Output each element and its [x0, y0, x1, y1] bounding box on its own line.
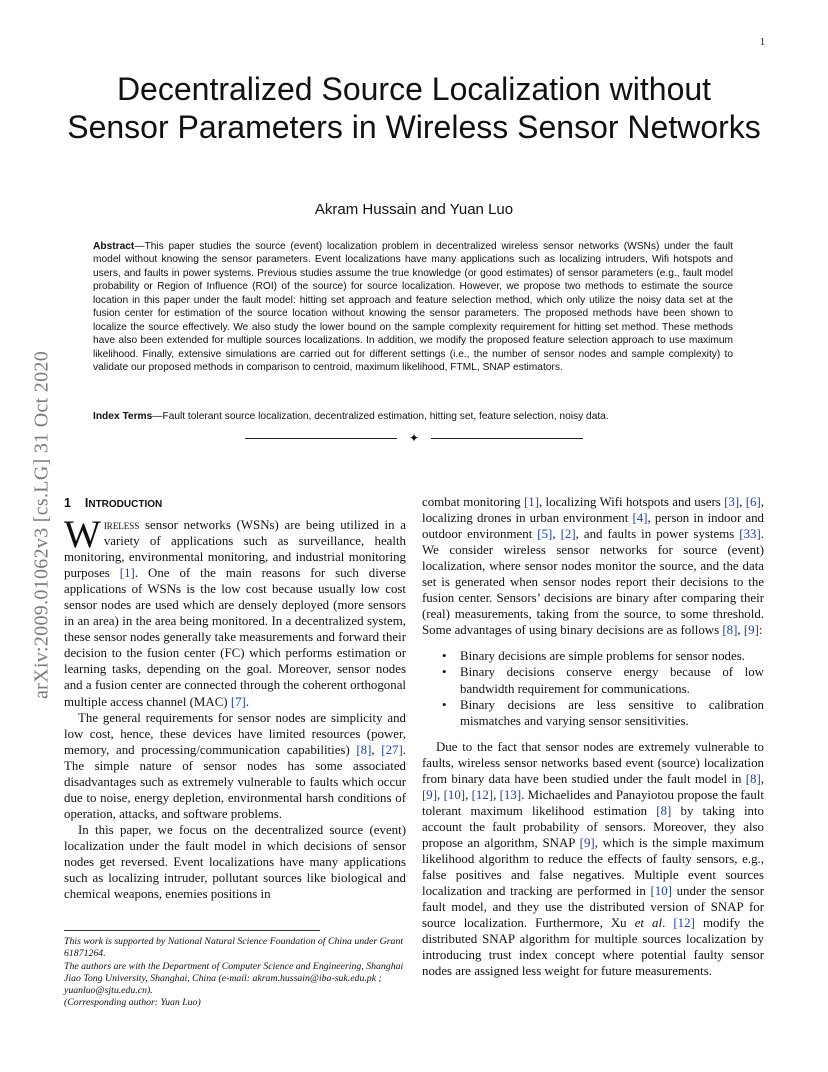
- divider-diamond-icon: ✦: [408, 431, 420, 445]
- citation-link[interactable]: [8]: [356, 742, 372, 757]
- citation-link[interactable]: [10]: [650, 884, 672, 899]
- smallcaps-word: ireless: [103, 518, 140, 532]
- index-terms-label: Index Terms: [93, 411, 153, 422]
- citation-link[interactable]: [1]: [523, 495, 539, 509]
- footnote-corresponding: (Corresponding author: Yuan Luo): [64, 997, 201, 1009]
- abstract-text: —This paper studies the source (event) localization problem in decentralized wireless sensor networks (WSNs) under the fault model without knowing the sensor parameters. Event localizations have many applications such as localizing intruders, Wifi hotspots and users, and faults in power systems. Previous studies assume the true knowledge (or good estimates) of sensor parameters (e.g., fault model probability or Region of Influence (ROI) of the source) for source localization. However, we propose two methods to estimate the source location in this paper under the fault model: hitting set approach and feature selection method, which only utilize the noisy data set at the fusion center for estimation of the source location without knowing the sensor parameters. The proposed methods have been shown to localize the source effectively. We also study the lower bound on the sample complexity requirement for hitting set method. These methods have also been extended for multiple sources localizations. In addition, we modify the proposed feature selection approach to use maximum likelihood. Finally, extensive simulations are carried out for different settings (i.e., the number of sensor nodes and sample complexity) to validate our proposed methods in comparison to centroid, maximum likelihood, FTML, SNAP estimators.: [93, 241, 733, 374]
- citation-link[interactable]: [5]: [537, 527, 553, 542]
- abstract: [93, 240, 733, 375]
- author-list: Akram Hussain and Yuan Luo: [314, 201, 514, 218]
- citation-link[interactable]: [8]: [745, 771, 761, 786]
- citation-link[interactable]: [1]: [119, 566, 135, 581]
- citation-link[interactable]: [12]: [471, 787, 494, 802]
- divider-line-right: [431, 438, 583, 439]
- paper-title: Decentralized Source Localization without Sensor Parameters in Wireless Sensor Networks: [67, 71, 761, 145]
- intro-paragraph-1: Wireless sensor networks (WSNs) are being utilized in a variety of applications such as surveillance, health monitoring, environmental monitoring, and industrial monitoring purposes [1]. One of the main reasons for such diverse applications of WSNs is the low cost because usually low cost sensor nodes are used which are densely deployed (more sensors in an area) in the area being monitored. In a decentralized system, these sensor nodes generally take measurements and forward their decision to the fusion center (FC) which performs estimation or learning tasks, depending on the goal. Moreover, sensor nodes and a fusion center are connected through the coherent orthogonal multiple access channel (MAC) [7].: [64, 513, 406, 709]
- intro-paragraph-2: The general requirements for sensor nodes are simplicity and low cost, hence, these devices have limited resources (power, memory, and processing/communication capabilities) [8], [27]. The simple nature of sensor nodes has some associated disadvantages such as extremely vulnerable to faults which occur due to noise, energy depletion, environmental harsh conditions of operation, attacks, and software problems.: [64, 710, 406, 821]
- list-item: • Binary decisions are less sensitive to calibration mismatches and varying sensor sensitivities.: [460, 697, 764, 729]
- left-column: [64, 494, 406, 902]
- citation-link[interactable]: [9]: [743, 623, 759, 638]
- citation-link[interactable]: [33]: [739, 527, 761, 542]
- citation-link[interactable]: [6]: [745, 495, 761, 509]
- right-paragraph-1: combat monitoring [1], localizing Wifi hotspots and users [3], [6], localizing drones in urban environment [4], person in indoor and outdoor environment [5], [2], and faults in power systems [33]. We consider wireless sensor networks for source (event) localization, where sensor nodes monitor the source, and the data set is generated when sensor nodes report their decisions to the fusion center. Sensors’ decisions are binary after comparing their (real) measurements, taking from the source, to some threshold. Some advantages of using binary decisions are as follows [8], [9]:: [422, 495, 764, 638]
- arxiv-watermark: [22, 290, 62, 760]
- citation-link[interactable]: [3]: [724, 495, 740, 509]
- section-title-initial: I: [84, 496, 89, 510]
- arxiv-identifier: arXiv:2009.01062v3 [cs.LG] 31 Oct 2020: [30, 350, 53, 700]
- right-column: [422, 494, 764, 979]
- index-terms-text: —Fault tolerant source localization, decentralized estimation, hitting set, feature selection, noisy data.: [152, 411, 609, 422]
- citation-link[interactable]: [10]: [443, 787, 466, 802]
- footnotes: [64, 936, 410, 1010]
- index-terms: [93, 410, 733, 423]
- page-number: 1: [760, 37, 765, 48]
- citation-link[interactable]: [9]: [579, 835, 595, 850]
- intro-paragraph-3: In this paper, we focus on the decentralized source (event) localization under the fault model in which decisions of sensor nodes get reversed. Event localizations have many applications such as localizing intruder, pollutant sources like biological and chemical weapons, enemies positions in: [64, 822, 406, 902]
- drop-cap: W: [64, 513, 101, 556]
- citation-link[interactable]: [4]: [632, 511, 648, 526]
- citation-link[interactable]: [8]: [722, 623, 738, 638]
- section-heading: [64, 494, 406, 514]
- divider-line-left: [245, 438, 397, 439]
- citation-link[interactable]: [12]: [673, 916, 695, 931]
- right-paragraph-2: Due to the fact that sensor nodes are extremely vulnerable to faults, wireless sensor networks based event (source) localization from binary data have been studied under the fault model in [8], [9], [10], [12], [13]. Michaelides and Panayiotou propose the fault tolerant maximum likelihood estimation [8] by taking into account the fault probability of sensors. Moreover, they also propose an algorithm, SNAP [9], which is the simple maximum likelihood algorithm to reduce the effects of faulty sensors, e.g., false positives and false negatives. Multiple event sources localization and tracking are performed in [10] under the sensor fault model, and they use the distributed version of SNAP for source localization. Furthermore, Xu et al. [12] modify the distributed SNAP algorithm for multiple sources localization by introducing trust index concept where potential faulty sensor nodes are assigned less weight for future measurements.: [422, 739, 765, 979]
- footnote-affiliation: The authors are with the Department of Computer Science and Engineering, Shanghai Jiao Tong University, Shanghai, China (e-mail: akram.hussain@iba-suk.edu.pk ; yuanluo@sjtu.edu.cn).: [64, 960, 404, 997]
- footnote-rule: [64, 930, 320, 931]
- section-title-rest: NTRODUCTION: [88, 499, 163, 510]
- citation-link[interactable]: [9]: [422, 787, 438, 802]
- advantages-list: [422, 648, 764, 728]
- list-item: • Binary decisions conserve energy because of low bandwidth requirement for communications.: [460, 664, 764, 696]
- citation-link[interactable]: [2]: [560, 527, 576, 542]
- citation-link[interactable]: [7]: [230, 694, 246, 709]
- footnote-funding: This work is supported by National Natural Science Foundation of China under Grant 61871264.: [64, 936, 404, 960]
- list-item: • Binary decisions are simple problems for sensor nodes.: [460, 648, 764, 664]
- citation-link[interactable]: [8]: [656, 803, 672, 818]
- citation-link[interactable]: [27]: [381, 742, 403, 757]
- abstract-label: Abstract: [93, 241, 135, 252]
- section-number: 1: [64, 496, 71, 510]
- citation-link[interactable]: [13]: [499, 787, 522, 802]
